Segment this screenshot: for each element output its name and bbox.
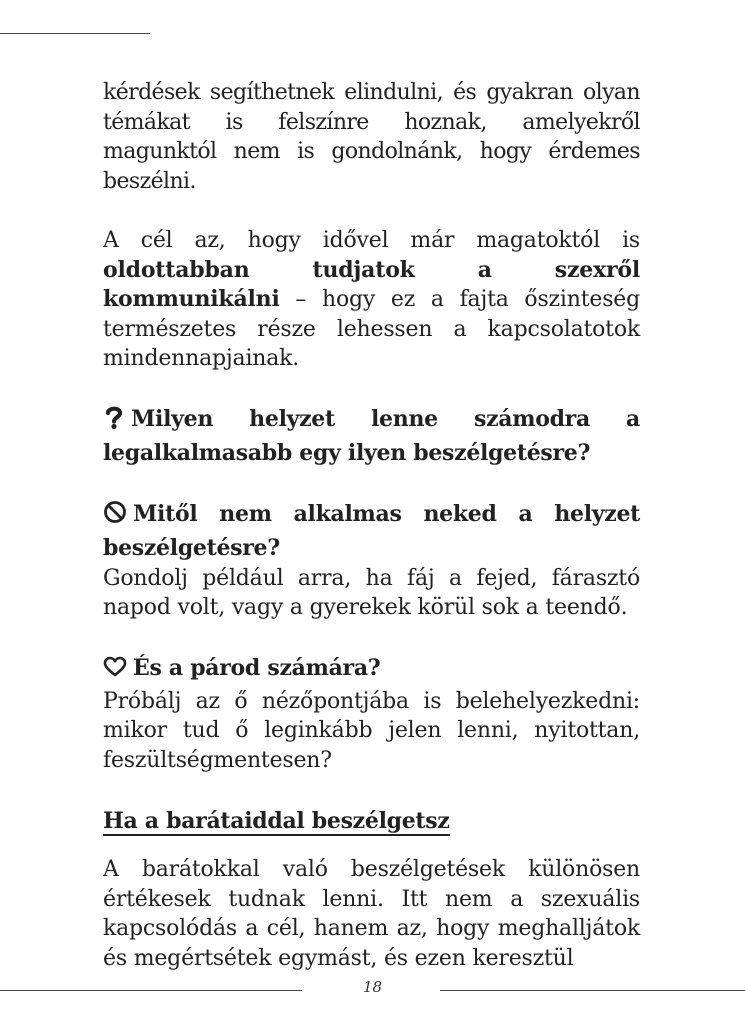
question-1 [103, 404, 640, 469]
footer-rule-right [440, 990, 745, 991]
question-2-text: Mitől nem alkalmas neked a helyzet beszélgetésre? [103, 500, 640, 561]
question-3-text: És a párod számára? [133, 654, 381, 681]
question-2-body: Gondolj például arra, ha fáj a fejed, fárasztó napod volt, vagy a gyerekek körül sok a teendő. [103, 565, 640, 620]
goal-paragraph [103, 226, 640, 374]
section-heading-wrap [103, 805, 640, 837]
section-heading [103, 805, 450, 837]
question-2 [103, 499, 640, 564]
intro-paragraph: kérdések segíthetnek elindulni, és gyakran olyan témákat is felszínre hoznak, amelyekről magunktól nem is gondolnánk, hogy érdemes beszélni. [103, 80, 640, 194]
question-mark-icon [103, 405, 125, 438]
page-content [103, 78, 640, 973]
prohibited-icon [103, 500, 127, 533]
top-rule [0, 33, 150, 34]
question-1-text: Milyen helyzet lenne számodra a legalkalmasabb egy ilyen beszélgetésre? [103, 405, 640, 466]
goal-text-start: A cél az, hogy idővel már magatoktól is [103, 228, 640, 253]
question-3-body: Próbálj az ő nézőpontjába is belehelyezkedni: mikor tud ő leginkább jelen lenni, nyitottan, feszültségmentesen? [103, 688, 640, 773]
question-3 [103, 653, 640, 687]
section-heading-text: Ha a barátaiddal beszélgetsz [103, 808, 450, 834]
section-body: A barátokkal való beszélgetések különösen értékesek tudnak lenni. Itt nem a szexuális kapcsolódás a cél, hanem az, hogy meghalljátok és megértsétek egymást, és ezen keresztül [103, 857, 640, 971]
goal-emphasis: oldottabban tudjatok a szexről kommunikálni [103, 256, 640, 312]
heart-icon [103, 656, 127, 687]
page-number: 18 [362, 978, 383, 996]
footer-rule-left [0, 990, 302, 991]
goal-text-end: – hogy ez a fajta őszinteség természetes része lehessen a kapcsolatotok mindennapjainak. [103, 287, 640, 371]
